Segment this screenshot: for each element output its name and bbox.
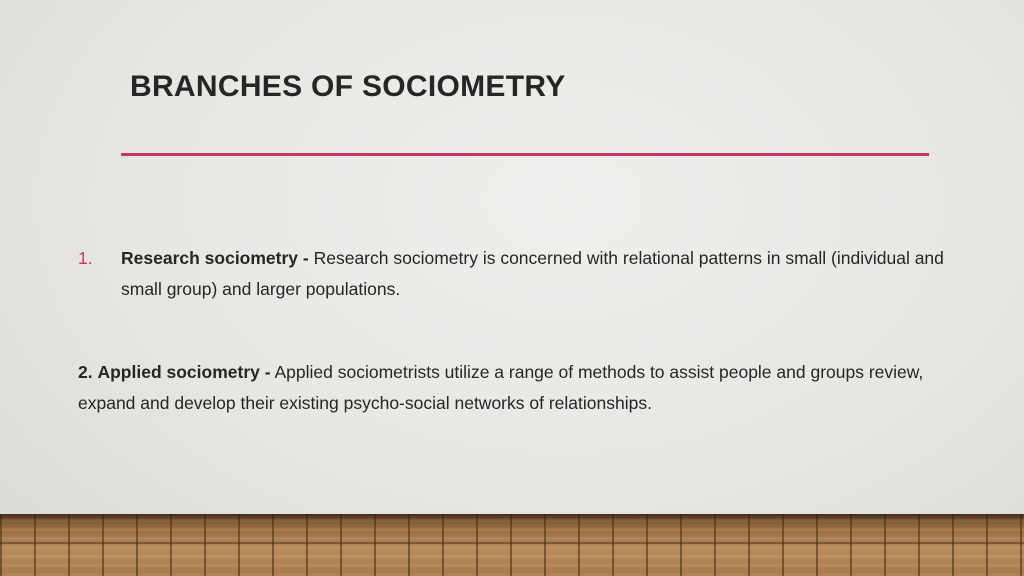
wooden-floor-decoration bbox=[0, 514, 1024, 576]
list-item-applied-sociometry bbox=[78, 357, 958, 419]
title-underline bbox=[121, 153, 929, 156]
item-number: 1. bbox=[78, 248, 93, 268]
item-label: Applied sociometry - bbox=[97, 362, 271, 382]
item-number: 2. bbox=[78, 362, 93, 382]
item-content bbox=[121, 243, 951, 305]
item-text: Research sociometry is concerned with relational patterns in small (individual and small group) and larger populations. bbox=[121, 248, 944, 299]
item-text: Applied sociometrists utilize a range of methods to assist people and groups review, expand and develop their existing psycho-social networks of relationships. bbox=[78, 362, 924, 413]
slide-title: BRANCHES OF SOCIOMETRY bbox=[130, 70, 566, 103]
item-label: Research sociometry - bbox=[121, 248, 309, 268]
